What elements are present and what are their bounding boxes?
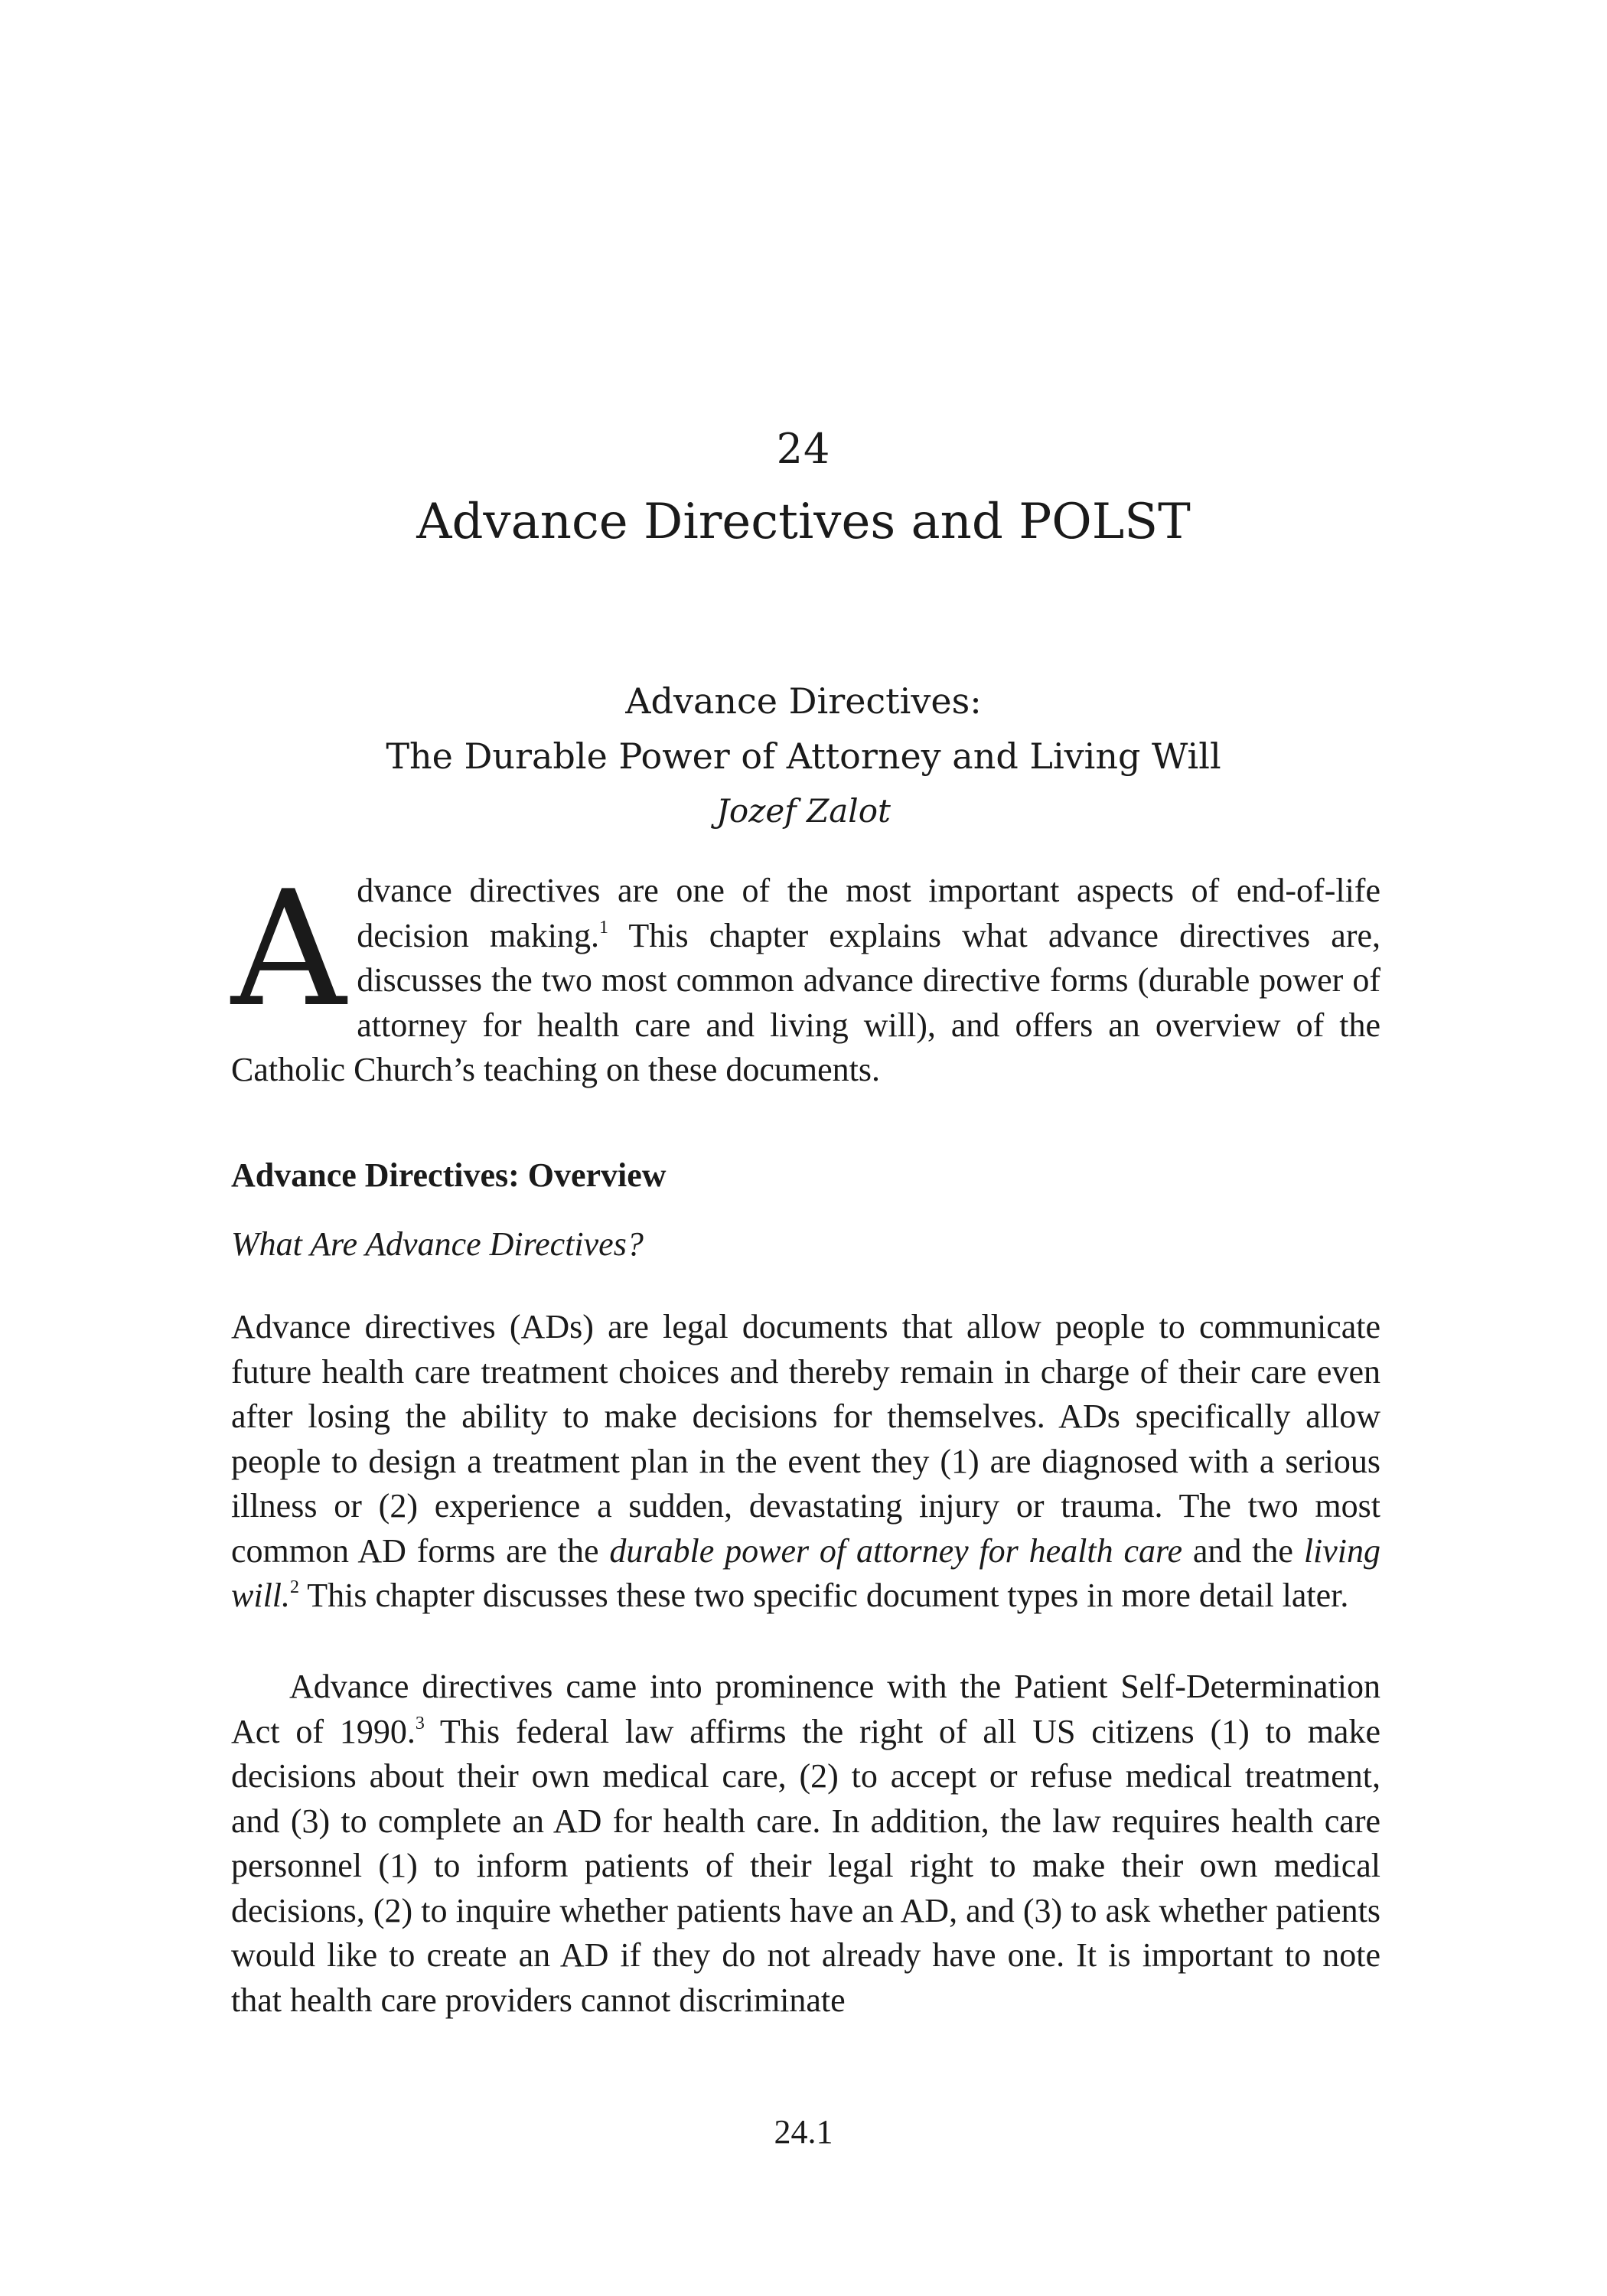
para2-text-b: This federal law affirms the right of all US citizens (1) to make decisions about their own medical care, (2) to accept or refuse medical treatment, and (3) to complete an AD for health care. In addition, the law requires health care personnel (1) to inform patients of their legal right to make their own medical decisions, (2) to inquire whether patients have an AD, and (3) to ask whether patients would like to create an AD if they do not already have one. It is important to note that health care providers cannot discriminate (231, 1712, 1380, 2019)
para1-text-b: and the (1182, 1531, 1304, 1570)
section-title (0, 673, 1607, 784)
para1-text-a: Advance directives (ADs) are legal documents that allow people to communicate future health care treatment choices and thereby remain in charge of their care even after losing the ability to make decisions for themselves. ADs specifically allow people to design a treatment plan in the event they (1) are diagnosed with a serious illness or (2) experience a sudden, devastating injury or trauma. The two most common AD forms are the (231, 1308, 1380, 1570)
footnote-ref-2[interactable]: 2 (290, 1577, 300, 1597)
intro-paragraph (231, 857, 1380, 1093)
footnote-ref-3[interactable]: 3 (415, 1713, 425, 1733)
author-name: Jozef Zalot (716, 792, 891, 830)
para1-italic-a: durable power of attorney for health care (609, 1531, 1183, 1570)
chapter-number: 24 (776, 425, 831, 473)
body-paragraph-2 (231, 1665, 1380, 2023)
section-title-line2: The Durable Power of Attorney and Living Will (386, 735, 1221, 777)
drop-cap: A (231, 857, 347, 1042)
para1-text-c: This chapter discusses these two specific document types in more detail later. (299, 1577, 1349, 1614)
section-title-line1: Advance Directives: (625, 680, 982, 722)
heading-overview: Advance Directives: Overview (231, 1156, 667, 1194)
body-paragraph-1 (231, 1305, 1380, 1619)
intro-text-b: This chapter explains what advance directives are, discusses the two most common advance directive forms (durable power of attorney for health care and living will), and offers an overview of the Catholic Church’s teaching on these documents. (231, 916, 1380, 1088)
para1-italic-b: living will. (231, 1531, 1381, 1614)
page-number: 24.1 (774, 2113, 833, 2151)
heading-what-are: What Are Advance Directives? (231, 1225, 644, 1263)
para2-text-a: Advance directives came into prominence with the Patient Self-Determination Act of 1990. (231, 1668, 1380, 1750)
footnote-ref-1[interactable]: 1 (598, 917, 608, 938)
chapter-title: Advance Directives and POLST (416, 494, 1191, 550)
intro-text-a: dvance directives are one of the most important aspects of end-of-life decision making. (357, 872, 1380, 954)
